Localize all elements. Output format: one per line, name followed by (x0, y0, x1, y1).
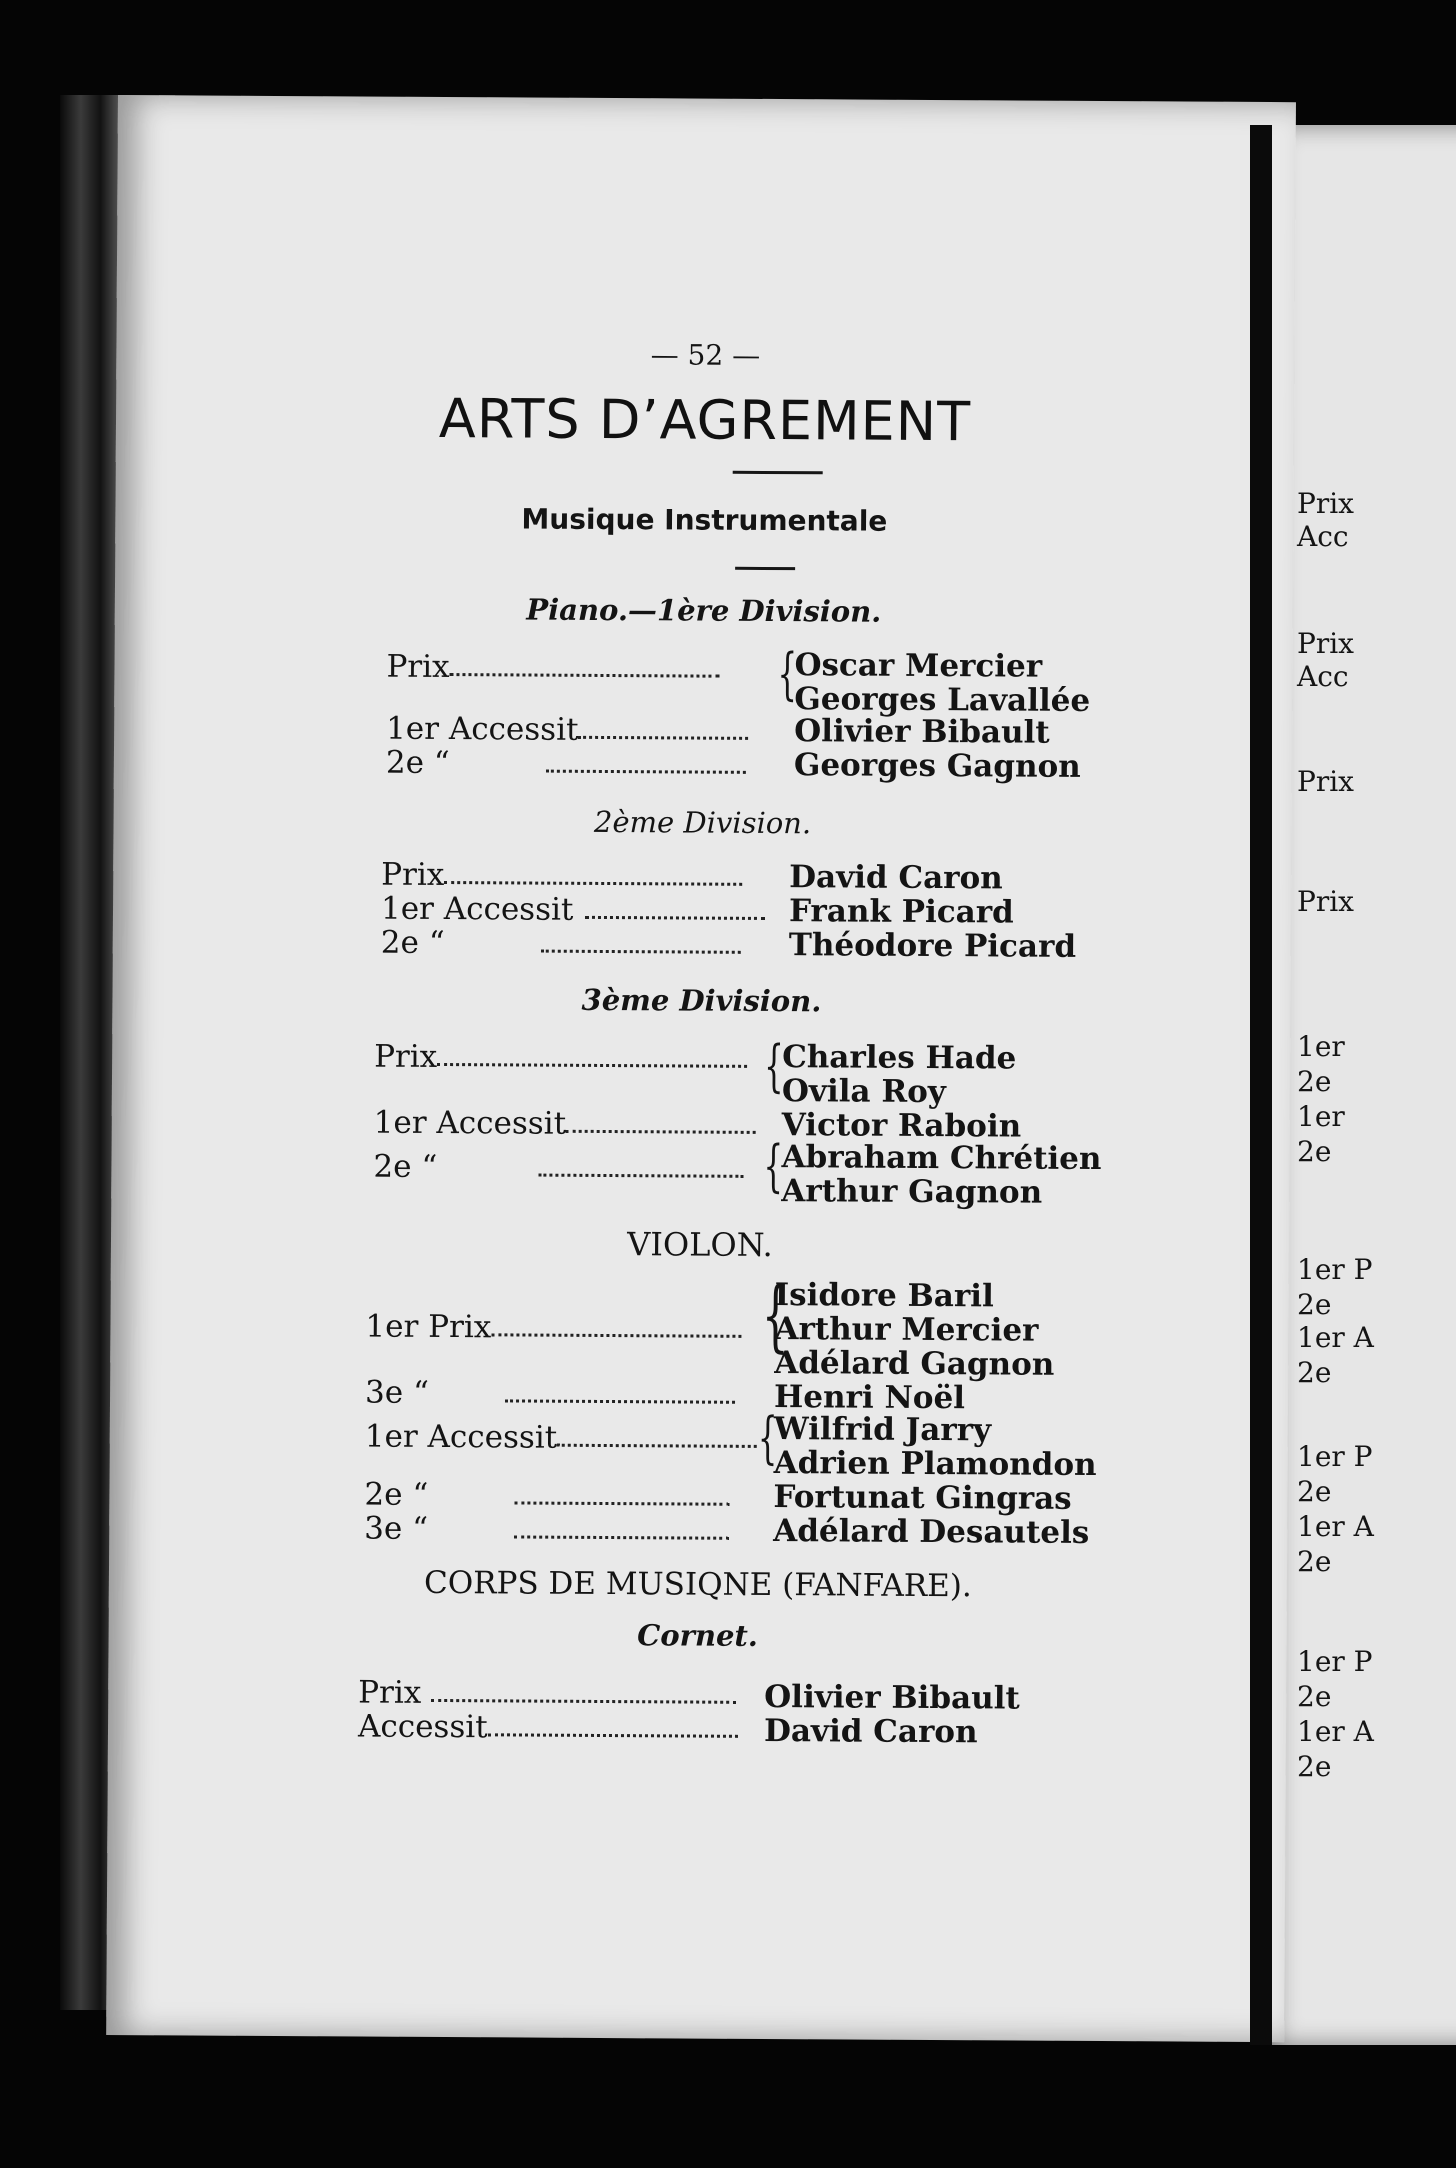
dot-leader (514, 1501, 729, 1505)
fragment: Prix (1297, 627, 1354, 660)
brace: { (763, 1133, 784, 1200)
award-row (374, 1105, 757, 1143)
award-row (364, 1511, 729, 1549)
dot-leader (444, 881, 742, 886)
fragment: 2e (1297, 1288, 1332, 1321)
awardee-name: Adélard Desautels (773, 1513, 1090, 1551)
dot-leader (450, 673, 720, 678)
dot-leader (557, 1443, 757, 1447)
fragment: 1er (1297, 1100, 1345, 1133)
fragment: 2e (1297, 1475, 1332, 1508)
dot-leader (488, 1733, 738, 1738)
page-gutter (1250, 125, 1272, 2045)
brace: { (763, 1033, 784, 1100)
dot-leader (538, 1173, 743, 1177)
award-label: 1er Accessit (386, 710, 579, 748)
subtitle-rule (735, 567, 795, 570)
awardee-name: Arthur Mercier (774, 1311, 1039, 1349)
dot-leader (541, 949, 741, 953)
award-label: 2e “ (364, 1476, 429, 1513)
award-label: 1er Prix (365, 1308, 492, 1346)
award-label: 2e “ (385, 744, 450, 782)
fragment: 1er (1297, 1030, 1345, 1063)
dot-leader (585, 915, 765, 919)
award-label: Prix (381, 856, 445, 894)
award-row (365, 1309, 741, 1347)
title-rule (733, 471, 823, 475)
award-label: 2e “ (373, 1148, 438, 1185)
fragment: 2e (1297, 1680, 1332, 1713)
award-row (386, 649, 719, 687)
awardee-name: Abraham Chrétien (781, 1139, 1102, 1178)
awardee-name: Arthur Gagnon (781, 1173, 1043, 1211)
award-label: 3e “ (364, 1510, 429, 1547)
award-row (381, 857, 742, 895)
award-row (358, 1674, 736, 1712)
award-label: 1er Accessit (380, 890, 574, 928)
fragment: Acc (1297, 520, 1349, 553)
award-label: Prix (358, 1674, 422, 1711)
awardee-name: Isidore Baril (774, 1277, 994, 1315)
dot-leader (437, 1062, 747, 1067)
award-label: Accessit (357, 1708, 488, 1746)
dot-leader (514, 1535, 729, 1539)
award-row (381, 891, 766, 929)
award-label: 3e “ (364, 1374, 429, 1411)
dot-leader (566, 1129, 756, 1133)
award-row (373, 1149, 743, 1187)
dot-leader (491, 1333, 741, 1338)
dot-leader (578, 735, 748, 739)
fragment: Prix (1297, 765, 1354, 798)
awardee-name: Georges Lavallée (794, 681, 1091, 719)
fragment: 1er A (1297, 1715, 1374, 1748)
fragment: 2e (1297, 1356, 1332, 1389)
cornet-heading: Cornet. (637, 1618, 759, 1653)
awardee-name: Adélard Gagnon (774, 1345, 1055, 1383)
award-row (374, 1039, 747, 1077)
fanfare-heading: CORPS DE MUSIQNE (FANFARE). (423, 1564, 972, 1605)
award-row (365, 1419, 758, 1457)
awardee-name: Charles Hade (782, 1039, 1017, 1077)
brace: { (777, 642, 798, 708)
fragment: 1er A (1297, 1321, 1374, 1354)
dot-leader (546, 769, 746, 773)
piano-division-3-heading: 3ème Division. (581, 982, 822, 1019)
award-label: 1er Accessit (364, 1418, 558, 1456)
fragment: 2e (1297, 1065, 1332, 1098)
fragment: Prix (1297, 487, 1354, 520)
brace: { (761, 1270, 790, 1362)
award-row (381, 925, 741, 963)
awardee-name: Victor Raboin (781, 1107, 1022, 1145)
piano-division-2-heading: 2ème Division. (593, 804, 812, 841)
fragment: 1er A (1297, 1510, 1374, 1543)
fragment: 2e (1297, 1135, 1332, 1168)
fragment: Acc (1297, 660, 1349, 693)
fragment: 1er P (1297, 1253, 1373, 1286)
fragment: 2e (1297, 1545, 1332, 1578)
awardee-name: David Caron (789, 859, 1003, 897)
awardee-name: Ovila Roy (781, 1073, 946, 1111)
awardee-name: Olivier Bibault (764, 1678, 1020, 1717)
page-number: — 52 — (650, 338, 761, 372)
dot-leader (431, 1698, 736, 1703)
left-page (106, 95, 1296, 2042)
awardee-name: David Caron (763, 1712, 978, 1751)
awardee-name: Henri Noël (773, 1379, 966, 1417)
page-title: ARTS D’AGREMENT (438, 386, 972, 454)
award-label: 2e “ (380, 924, 445, 962)
award-label: Prix (386, 648, 450, 686)
award-label: Prix (374, 1038, 438, 1075)
brace: { (757, 1405, 778, 1472)
fragment: 1er P (1297, 1440, 1373, 1473)
awardee-name: Georges Gagnon (793, 747, 1081, 785)
awardee-name: Oscar Mercier (794, 647, 1043, 685)
award-row (358, 1708, 738, 1746)
dot-leader (505, 1399, 735, 1403)
fragment: Prix (1297, 885, 1354, 918)
awardee-name: Frank Picard (788, 893, 1014, 931)
fragment: 1er P (1297, 1645, 1373, 1678)
award-row (365, 1375, 735, 1413)
piano-division-1-heading: Piano.—1ère Division. (526, 592, 882, 629)
awardee-name: Fortunat Gingras (773, 1479, 1072, 1517)
violon-heading: VIOLON. (627, 1225, 773, 1265)
section-subtitle: Musique Instrumentale (521, 502, 888, 538)
awardee-name: Olivier Bibault (794, 713, 1050, 751)
awardee-name: Adrien Plamondon (773, 1445, 1097, 1484)
award-row (364, 1477, 729, 1515)
award-row (386, 745, 746, 783)
award-row (386, 711, 749, 749)
award-label: 1er Accessit (373, 1104, 567, 1142)
awardee-name: Théodore Picard (788, 927, 1077, 965)
awardee-name: Wilfrid Jarry (773, 1411, 992, 1449)
fragment: 2e (1297, 1750, 1332, 1783)
